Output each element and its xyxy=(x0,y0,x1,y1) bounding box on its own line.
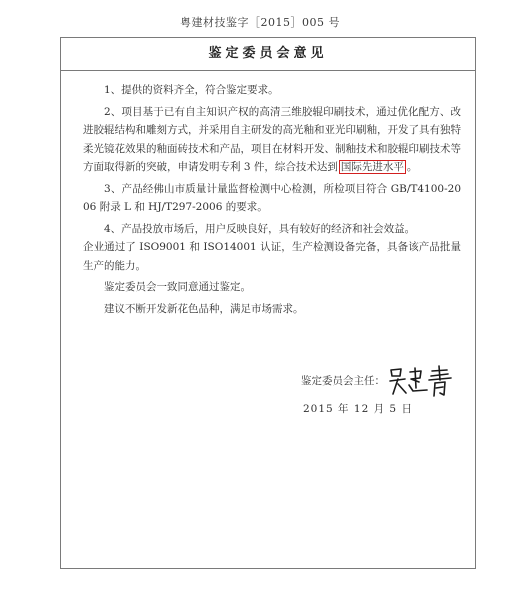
paragraph-2-text: 2、项目基于已有自主知识产权的高清三维胶辊印刷技术，通过优化配方、改进胶辊结构和雕刻方式，并采用自主研发的高光釉和亚光印刷釉，开发了具有独特柔光镜花效果的釉面砖技术和产品，项目在材料开发、制釉技术和胶辊印刷技术等方面取得新的突破，申请发明专利 3 件，综合技术达到 xyxy=(83,105,461,173)
paragraph-4a: 4、产品投放市场后，用户反映良好，具有较好的经济和社会效益。 xyxy=(104,222,416,235)
handwritten-signature xyxy=(387,364,459,398)
opinion-content xyxy=(61,71,475,318)
document-number: 粤建材技鉴字［2015］005 号 xyxy=(180,16,340,29)
highlighted-conclusion: 国际先进水平 xyxy=(340,161,404,173)
paragraph-1: 1、提供的资料齐全，符合鉴定要求。 xyxy=(104,84,279,96)
panel-title: 鉴定委员会意见 xyxy=(61,38,475,71)
paragraph-5: 鉴定委员会一致同意通过鉴定。 xyxy=(104,281,251,293)
signature-row xyxy=(301,364,459,398)
chair-label: 鉴定委员会主任： xyxy=(301,375,385,387)
paragraph-2 xyxy=(83,103,461,177)
opinion-panel xyxy=(60,37,476,569)
paragraph-3: 3、产品经佛山市质量计量监督检测中心检测，所检项目符合 GB/T4100-2006 附录 L 和 HJ/T297-2006 的要求。 xyxy=(83,182,461,213)
signature-date: 2015 年 12 月 5 日 xyxy=(303,403,413,415)
paragraph-2-end: 。 xyxy=(406,161,418,173)
paragraph-6: 建议不断开发新花色品种，满足市场需求。 xyxy=(104,302,304,315)
paragraph-4b: 企业通过了 ISO9001 和 ISO14001 认证，生产检测设备完备，具备该产品批量生产的能力。 xyxy=(83,241,461,272)
signature-block xyxy=(301,364,459,420)
